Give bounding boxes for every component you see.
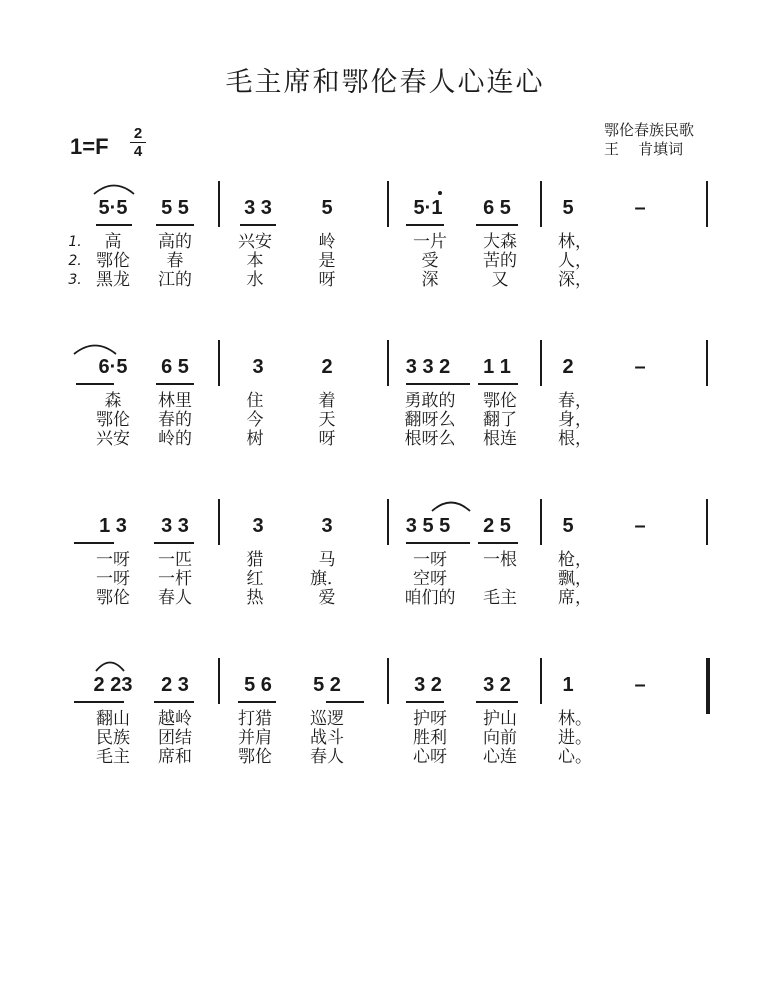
lyric-syllable: 林， xyxy=(558,232,592,252)
lyric-syllable: 大森 xyxy=(483,232,517,252)
note-group: 2 5 xyxy=(483,515,511,537)
lyric-syllable: 春 xyxy=(166,251,184,271)
bar-line xyxy=(387,658,389,704)
lyric-syllable: 团结 xyxy=(158,728,192,748)
lyric-syllable: 护呀 xyxy=(413,709,447,729)
lyric-syllable: 鄂伦 xyxy=(96,410,130,430)
bar-line xyxy=(387,499,389,545)
beam-line xyxy=(156,383,194,385)
beam-line xyxy=(478,542,518,544)
lyric-syllable: 深 xyxy=(421,270,439,290)
lyric-syllable: 勇敢的 xyxy=(404,391,456,411)
beam-line xyxy=(74,701,124,703)
lyric-syllable: 向前 xyxy=(483,728,517,748)
lyric-syllable: 翻呀么 xyxy=(404,410,456,430)
lyric-syllable: 民族 xyxy=(96,728,130,748)
lyric-syllable: 一根 xyxy=(483,550,517,570)
lyric-syllable: 呀 xyxy=(318,429,336,449)
lyric-syllable: 红 xyxy=(246,569,264,589)
key-signature: 1=F xyxy=(70,134,109,159)
end-bar-line xyxy=(706,499,708,545)
lyric-syllable: 一匹 xyxy=(158,550,192,570)
lyric-syllable: 本 xyxy=(246,251,264,271)
lyric-syllable: 战斗 xyxy=(310,728,344,748)
beam-line xyxy=(406,542,470,544)
note-group: 1 1 xyxy=(483,356,511,378)
verse-number: 1. xyxy=(68,234,82,250)
lyric-syllable: 春， xyxy=(558,391,592,411)
lyric-syllable: 一呀 xyxy=(96,550,130,570)
lyric-syllable: 席， xyxy=(558,588,592,608)
lyric-syllable: 鄂伦 xyxy=(96,588,130,608)
lyric-syllable: 毛主 xyxy=(96,747,130,767)
lyric-syllable: 空呀 xyxy=(413,569,447,589)
beam-line xyxy=(96,224,132,226)
note-group: 5 2 xyxy=(313,674,341,696)
lyric-syllable: 林里 xyxy=(158,391,192,411)
beam-line xyxy=(476,701,518,703)
lyric-syllable: 护山 xyxy=(483,709,517,729)
lyric-syllable: 并肩 xyxy=(238,728,272,748)
note-group: 6 5 xyxy=(161,356,189,378)
note-group: 5·5 xyxy=(98,197,128,219)
beam-line xyxy=(406,224,444,226)
note-group: 3 3 xyxy=(244,197,272,219)
beam-line xyxy=(156,224,194,226)
bar-line xyxy=(387,181,389,227)
lyric-syllable: 今 xyxy=(246,410,264,430)
lyric-syllable: 身， xyxy=(558,410,592,430)
bar-line xyxy=(387,340,389,386)
beam-line xyxy=(478,383,518,385)
lyric-syllable: 热 xyxy=(246,588,264,608)
lyric-syllable: 春的 xyxy=(158,410,192,430)
lyric-syllable: 飘， xyxy=(558,569,592,589)
time-signature xyxy=(130,126,146,159)
note-group: – xyxy=(634,674,646,696)
note-group: – xyxy=(634,515,646,537)
lyric-syllable: 翻山 xyxy=(96,709,130,729)
lyric-syllable: 进。 xyxy=(558,728,592,748)
lyric-syllable: 鄂伦 xyxy=(238,747,272,767)
note-group: 5 xyxy=(562,197,574,219)
lyric-syllable: 岭的 xyxy=(158,429,192,449)
lyric-syllable: 林。 xyxy=(558,709,592,729)
lyric-syllable: 爱 xyxy=(318,588,336,608)
beam-line xyxy=(406,383,470,385)
slur-arc xyxy=(74,343,116,355)
lyric-syllable: 又 xyxy=(491,270,509,290)
note-group: 5 5 xyxy=(161,197,189,219)
note-group: 1 xyxy=(562,674,574,696)
note-group: 3 xyxy=(252,515,264,537)
note-group: 2 xyxy=(562,356,574,378)
beam-line xyxy=(154,542,194,544)
bar-line xyxy=(218,340,220,386)
beam-line xyxy=(476,224,518,226)
lyric-syllable: 江的 xyxy=(158,270,192,290)
lyric-syllable: 根， xyxy=(558,429,592,449)
bar-line xyxy=(218,181,220,227)
beam-line xyxy=(154,701,194,703)
note-group: 2 xyxy=(321,356,333,378)
lyric-syllable: 住 xyxy=(246,391,264,411)
lyric-syllable: 一杆 xyxy=(158,569,192,589)
lyric-syllable: 旗． xyxy=(310,569,344,589)
verse-number: 2. xyxy=(68,253,82,269)
note-group: 1 3 xyxy=(99,515,127,537)
lyric-syllable: 鄂伦 xyxy=(483,391,517,411)
lyric-syllable: 枪， xyxy=(558,550,592,570)
bar-line xyxy=(218,499,220,545)
beam-line xyxy=(240,224,276,226)
note-group: 3 3 xyxy=(161,515,189,537)
note-group: 3 5 5 xyxy=(405,515,451,537)
slur-arc xyxy=(96,660,124,672)
lyric-syllable: 受 xyxy=(421,251,439,271)
lyric-syllable: 一片 xyxy=(413,232,447,252)
lyric-syllable: 是 xyxy=(318,251,336,271)
lyric-syllable: 高 xyxy=(104,232,122,252)
note-group: 2 23 xyxy=(93,674,133,696)
lyric-syllable: 席和 xyxy=(158,747,192,767)
lyric-syllable: 春人 xyxy=(310,747,344,767)
bar-line xyxy=(540,499,542,545)
lyric-syllable: 越岭 xyxy=(158,709,192,729)
time-signature-top: 2 xyxy=(133,125,143,142)
note-group: 6 5 xyxy=(483,197,511,219)
time-signature-bottom: 4 xyxy=(133,143,143,160)
lyric-syllable: 一呀 xyxy=(96,569,130,589)
verse-number: 3. xyxy=(68,272,82,288)
song-title: 毛主席和鄂伦春人心连心 xyxy=(225,67,545,98)
note-group: 3 3 2 xyxy=(405,356,451,378)
lyric-syllable: 春人 xyxy=(158,588,192,608)
lyric-syllable: 心呀 xyxy=(413,747,447,767)
lyric-syllable: 翻了 xyxy=(483,410,517,430)
lyric-syllable: 深， xyxy=(558,270,592,290)
lyric-syllable: 心。 xyxy=(558,747,592,767)
beam-line xyxy=(238,701,276,703)
lyric-syllable: 打猎 xyxy=(238,709,272,729)
lyric-syllable: 咱们的 xyxy=(404,588,456,608)
lyric-syllable: 兴安 xyxy=(238,232,272,252)
lyric-syllable: 人， xyxy=(558,251,592,271)
lyric-syllable: 胜利 xyxy=(413,728,447,748)
bar-line xyxy=(540,181,542,227)
lyric-syllable: 黑龙 xyxy=(96,270,130,290)
note-group: 3 2 xyxy=(483,674,511,696)
beam-line xyxy=(74,542,114,544)
end-bar-line xyxy=(706,658,710,714)
note-group: 5 xyxy=(562,515,574,537)
beam-line xyxy=(76,383,114,385)
lyric-syllable: 树 xyxy=(246,429,264,449)
lyric-syllable: 根连 xyxy=(483,429,517,449)
lyric-syllable: 毛主 xyxy=(483,588,517,608)
lyric-syllable: 马 xyxy=(318,550,336,570)
lyric-syllable: 着 xyxy=(318,391,336,411)
note-group: – xyxy=(634,356,646,378)
note-group: 5 xyxy=(321,197,333,219)
note-group: 6·5 xyxy=(98,356,128,378)
lyric-syllable: 森 xyxy=(104,391,122,411)
octave-dot xyxy=(438,191,442,195)
lyric-syllable: 根呀么 xyxy=(404,429,456,449)
note-group: 3 2 xyxy=(414,674,442,696)
beam-line xyxy=(406,701,444,703)
lyricist-credit: 王 肯填词 xyxy=(604,140,684,158)
credits xyxy=(604,121,694,159)
lyric-syllable: 猎 xyxy=(246,550,264,570)
note-group: 3 xyxy=(321,515,333,537)
slur-arc xyxy=(94,183,134,195)
note-group: 5 6 xyxy=(244,674,272,696)
lyric-syllable: 一呀 xyxy=(413,550,447,570)
bar-line xyxy=(218,658,220,704)
note-group: – xyxy=(634,197,646,219)
lyric-syllable: 岭 xyxy=(318,232,336,252)
end-bar-line xyxy=(706,181,708,227)
source-credit: 鄂伦春族民歌 xyxy=(604,121,695,139)
lyric-syllable: 鄂伦 xyxy=(96,251,130,271)
note-group: 2 3 xyxy=(161,674,189,696)
lyric-syllable: 心连 xyxy=(483,747,517,767)
note-group: 3 xyxy=(252,356,264,378)
beam-line xyxy=(326,701,364,703)
bar-line xyxy=(540,658,542,704)
lyric-syllable: 苦的 xyxy=(483,251,517,271)
lyric-syllable: 兴安 xyxy=(96,429,130,449)
lyric-syllable: 水 xyxy=(246,270,264,290)
note-group: 5·1 xyxy=(413,197,443,219)
lyric-syllable: 天 xyxy=(318,410,336,430)
lyric-syllable: 呀 xyxy=(318,270,336,290)
bar-line xyxy=(540,340,542,386)
slur-arc xyxy=(432,500,470,512)
end-bar-line xyxy=(706,340,708,386)
lyric-syllable: 巡逻 xyxy=(310,709,344,729)
lyric-syllable: 高的 xyxy=(158,232,192,252)
